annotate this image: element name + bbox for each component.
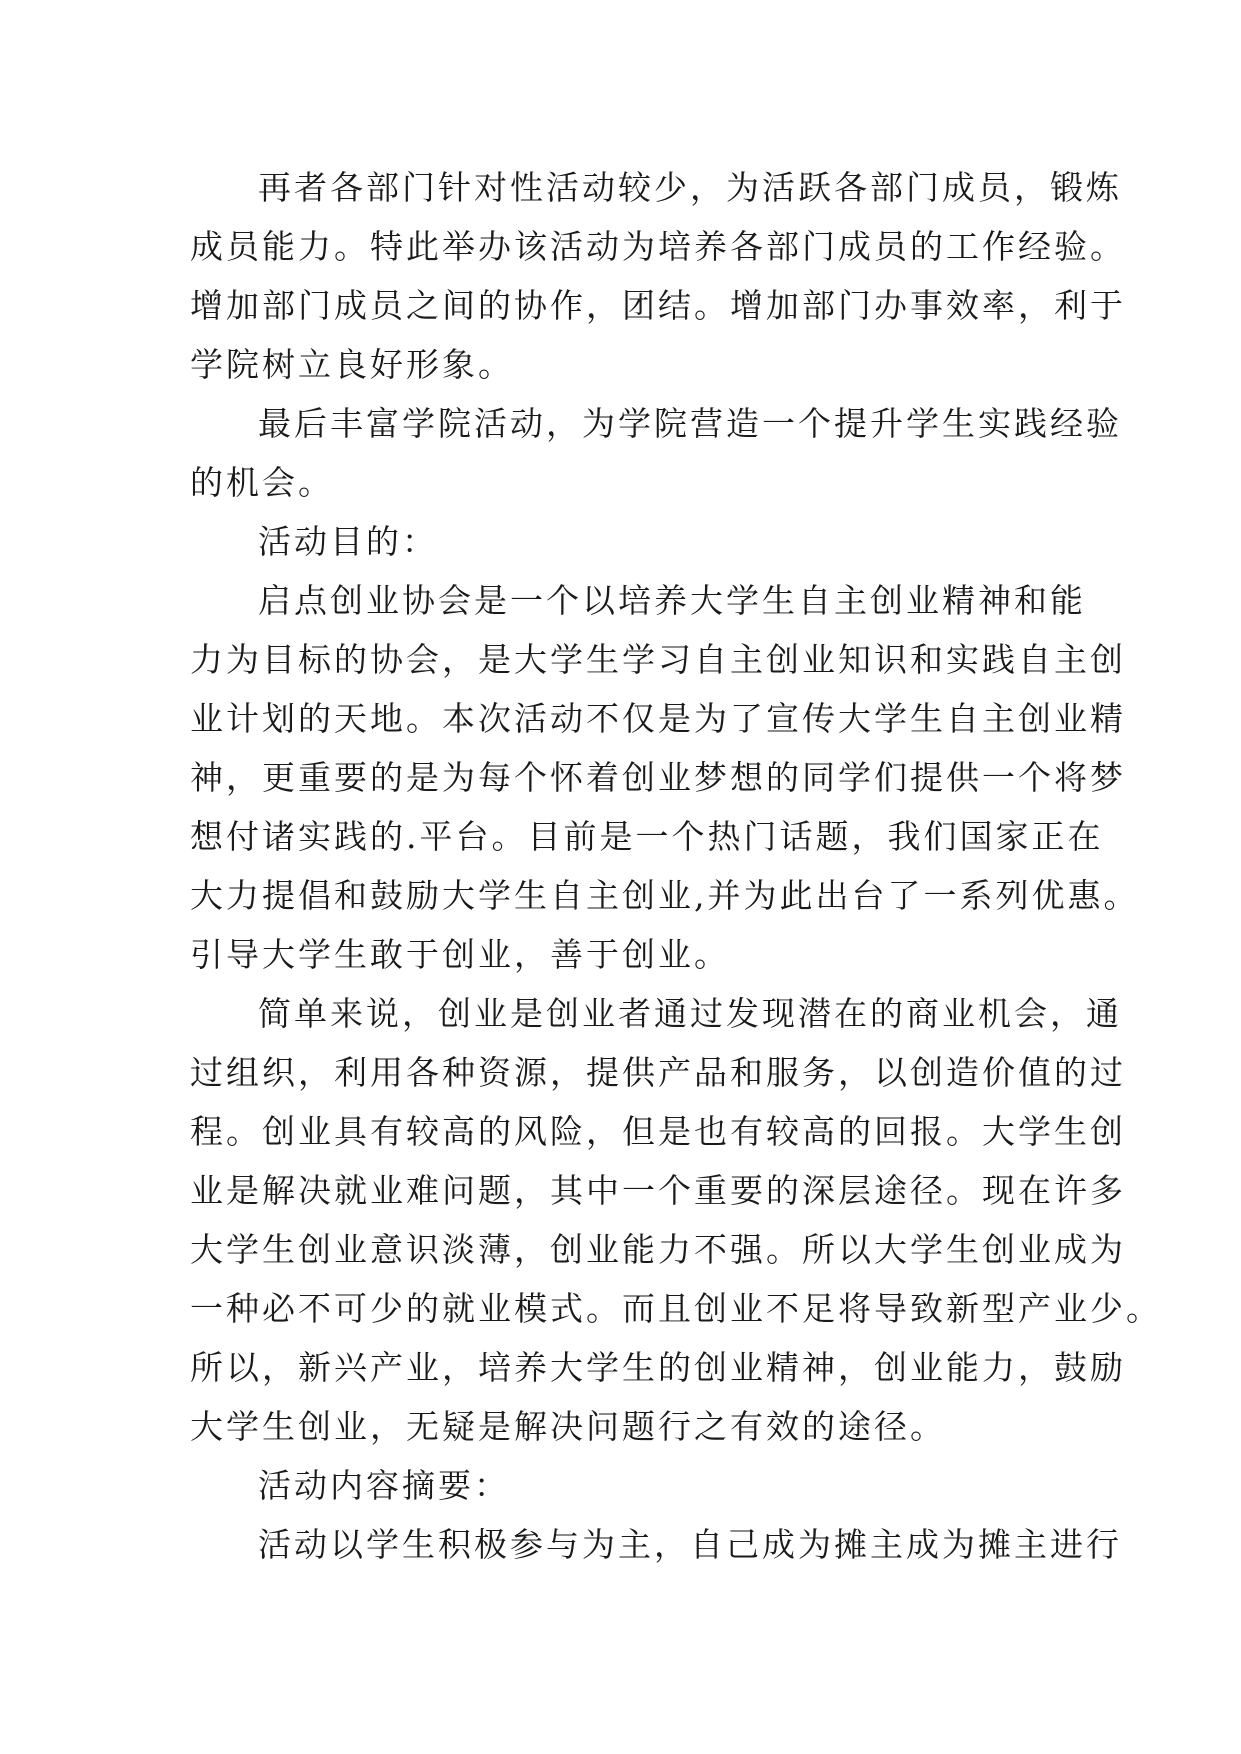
text-line: 业是解决就业难问题，其中一个重要的深层途径。现在许多 <box>190 1171 1126 1210</box>
text-line: 活动以学生积极参与为主，自己成为摊主成为摊主进行 <box>258 1525 1122 1564</box>
document-body <box>190 158 1162 1574</box>
text-line: 过组织，利用各种资源，提供产品和服务，以创造价值的过 <box>190 1053 1126 1092</box>
text-line: 程。创业具有较高的风险，但是也有较高的回报。大学生创 <box>190 1112 1126 1151</box>
text-line: 所以，新兴产业，培养大学生的创业精神，创业能力，鼓励 <box>190 1348 1126 1387</box>
text-line: 力为目标的协会，是大学生学习自主创业知识和实践自主创 <box>190 640 1126 679</box>
text-line: 启点创业协会是一个以培养大学生自主创业精神和能 <box>258 581 1086 620</box>
text-line: 大学生创业意识淡薄，创业能力不强。所以大学生创业成为 <box>190 1230 1126 1269</box>
text-line: 简单来说，创业是创业者通过发现潜在的商业机会，通 <box>258 994 1122 1033</box>
text-line: 业计划的天地。本次活动不仅是为了宣传大学生自主创业精 <box>190 699 1126 738</box>
text-line: 的机会。 <box>190 463 334 502</box>
text-line: 最后丰富学院活动，为学院营造一个提升学生实践经验 <box>258 404 1122 443</box>
text-line: 引导大学生敢于创业，善于创业。 <box>190 935 730 974</box>
text-line: 一种必不可少的就业模式。而且创业不足将导致新型产业少。 <box>190 1289 1162 1328</box>
text-line: 大力提倡和鼓励大学生自主创业,并为此出台了一系列优惠。 <box>190 876 1140 915</box>
text-line: 成员能力。特此举办该活动为培养各部门成员的工作经验。 <box>190 227 1126 266</box>
text-line: 学院树立良好形象。 <box>190 345 514 384</box>
section-heading: 活动目的： <box>258 522 438 561</box>
text-line: 再者各部门针对性活动较少，为活跃各部门成员，锻炼 <box>258 168 1122 207</box>
text-line: 增加部门成员之间的协作，团结。增加部门办事效率，利于 <box>190 286 1126 325</box>
text-line: 想付诸实践的.平台。目前是一个热门话题，我们国家正在 <box>190 817 1104 856</box>
section-heading: 活动内容摘要： <box>258 1466 510 1505</box>
text-line: 神，更重要的是为每个怀着创业梦想的同学们提供一个将梦 <box>190 758 1126 797</box>
text-line: 大学生创业，无疑是解决问题行之有效的途径。 <box>190 1407 946 1446</box>
